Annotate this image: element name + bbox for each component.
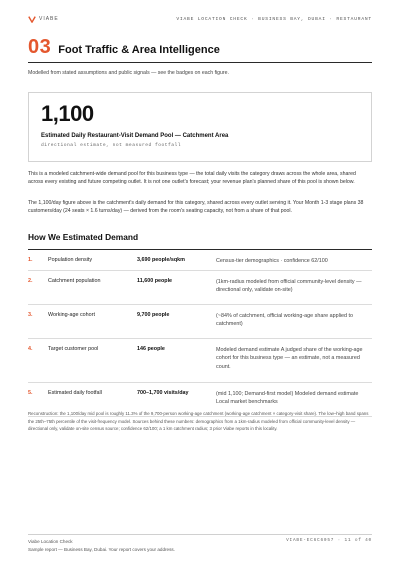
reconstruction-note: Reconstruction: the 1,100/day mid pool is roughly 11.3% of the 9,700-person working-age catchment (working-age catchment × category-visit share). The low–high band spans the 25th–75th percentile of the visit-frequency model. Sources behind these numbers: demographics from a 1km-radius modeled from official community-level density — directional only, validate on-site census source; confidence 62/100; a 1 km catchment radius; 3 prior Viabe reports in this locality.: [28, 411, 369, 431]
report-meta: VIABE LOCATION CHECK · BUSINESS BAY, DUBAI · RESTAURANT: [176, 16, 372, 22]
row-number: 3.: [28, 312, 33, 318]
footer-divider: [28, 534, 372, 535]
row-value: 11,600 people: [137, 278, 173, 284]
row-value: 146 people: [137, 346, 165, 352]
page-reference: VIABE-EC6C6057 · 11 of 40: [286, 538, 372, 543]
row-number: 4.: [28, 346, 33, 352]
row-source: Census-tier demographics · confidence 62/100: [216, 258, 328, 264]
section-number: 03: [28, 36, 52, 58]
footer-title: Viabe Location Check: [28, 539, 73, 544]
method-row: [28, 339, 372, 383]
row-source: (1km-radius modeled from official community-level density — directional only, validate on-site): [216, 279, 362, 294]
row-value: 3,690 people/sqkm: [137, 257, 185, 263]
section-divider: [28, 62, 372, 63]
headline-label: Estimated Daily Restaurant-Visit Demand Pool — Catchment Area: [41, 133, 229, 139]
headline-card: [28, 92, 372, 162]
footer-disclaimer: Sample report — Business Bay, Dubai. Your report covers your address.: [28, 547, 175, 552]
section-heading: [28, 36, 220, 59]
plan-paragraph: The 1,100/day figure above is the catchment's daily demand for this category, shared across every outlet serving it. Your Month 1-3 stage plans 38 customers/day (24 seats × 1.6 turns/day) — derived from the room's seating capacity, not from a share of that pool.: [28, 200, 364, 215]
row-number: 1.: [28, 257, 33, 263]
explanation-paragraph: This is a modeled catchment-wide demand pool for this business type — the total daily visits the category draws across the whole area, shared across every existing and future competing outlet. It is not one outlet's forecast; your revenue plan's planned share of this pool is shown below.: [28, 171, 356, 186]
row-value: 9,700 people: [137, 312, 170, 318]
section-intro: Modelled from stated assumptions and public signals — see the badges on each figure.: [28, 70, 229, 76]
method-table: [28, 249, 372, 417]
top-bar: [28, 12, 372, 26]
logo-text: VIABE: [39, 16, 59, 22]
row-source: (mid 1,100; Demand-first model) Modeled demand estimate Local market benchmarks: [216, 391, 359, 406]
row-value: 700–1,700 visits/day: [137, 390, 189, 396]
method-row: [28, 271, 372, 305]
row-label: Estimated daily footfall: [48, 390, 102, 396]
method-row: [28, 305, 372, 339]
section-title: Foot Traffic & Area Intelligence: [58, 44, 220, 56]
viabe-logo-icon: [28, 15, 36, 23]
headline-value: 1,100: [41, 101, 94, 126]
headline-note: directional estimate, not measured footfall: [41, 143, 182, 148]
brand-logo: [28, 15, 59, 23]
row-source: Modeled demand estimate A judged share of the working-age cohort for this business type — an estimate, not a measured count.: [216, 347, 363, 370]
row-label: Target customer pool: [48, 346, 99, 352]
row-number: 2.: [28, 278, 33, 284]
row-source: (~84% of catchment, official working-age share applied to catchment): [216, 313, 353, 328]
row-label: Catchment population: [48, 278, 101, 284]
row-number: 5.: [28, 390, 33, 396]
footer-left: [28, 538, 175, 554]
row-label: Working-age cohort: [48, 312, 95, 318]
method-title: How We Estimated Demand: [28, 232, 139, 242]
row-label: Population density: [48, 257, 93, 263]
method-row: [28, 249, 372, 271]
